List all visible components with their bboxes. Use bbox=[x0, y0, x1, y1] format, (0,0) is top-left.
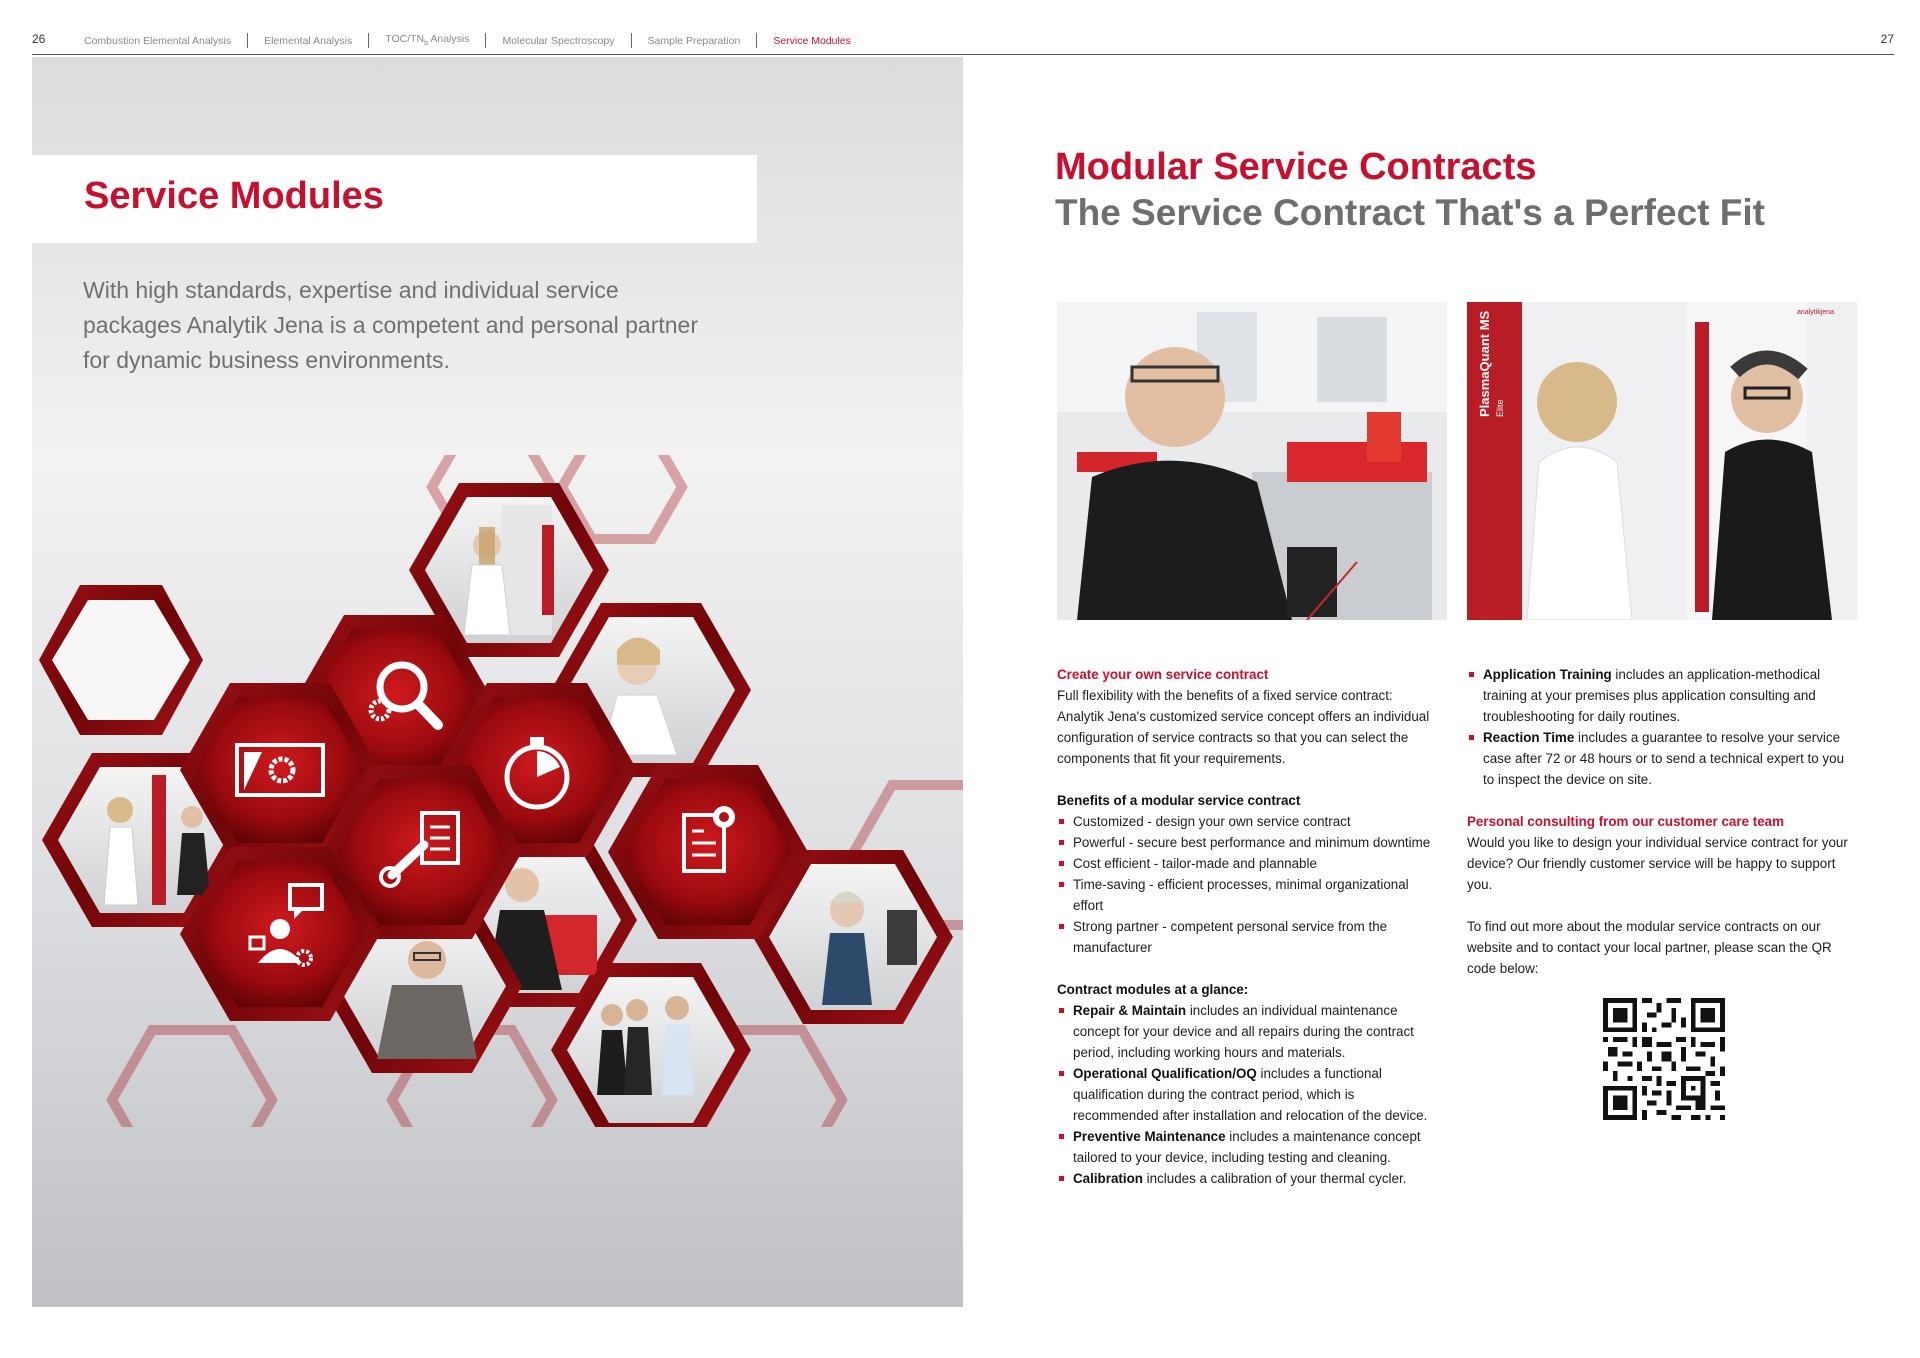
nav-sample-preparation[interactable]: Sample Preparation bbox=[647, 34, 741, 47]
benefit-item: Customized - design your own service contract bbox=[1057, 811, 1442, 832]
hexagon-collage bbox=[32, 455, 963, 1127]
photo-instrument-consultation bbox=[1467, 302, 1857, 620]
heading-personal-consulting: Personal consulting from our customer care team bbox=[1467, 814, 1784, 829]
benefit-item: Powerful - secure best performance and minimum downtime bbox=[1057, 832, 1442, 853]
top-navigation-bar bbox=[32, 30, 1894, 55]
benefit-item: Cost efficient - tailor-made and plannable bbox=[1057, 853, 1442, 874]
benefits-list bbox=[1057, 811, 1442, 958]
benefit-item: Time-saving - efficient processes, minimal organizational effort bbox=[1057, 874, 1442, 916]
page-number-right: 27 bbox=[1880, 32, 1894, 46]
paragraph-scan-qr: To find out more about the modular service contracts on our website and to contact your local partner, please scan the QR code below: bbox=[1467, 919, 1832, 976]
contract-modules-list bbox=[1057, 1000, 1442, 1189]
right-text-column-2 bbox=[1467, 664, 1852, 979]
module-item: Application Training includes an application-methodical training at your premises plus application consulting and troubleshooting for daily routines. bbox=[1467, 664, 1852, 727]
nav-molecular-spectroscopy[interactable]: Molecular Spectroscopy bbox=[502, 34, 615, 47]
nav-elemental-analysis[interactable]: Elemental Analysis bbox=[264, 34, 353, 47]
right-page-title: Modular Service Contracts bbox=[1055, 146, 1537, 188]
paragraph-customer-service: Would you like to design your individual service contract for your device? Our friendly customer service will be happy to support you. bbox=[1467, 835, 1848, 892]
heading-contract-modules: Contract modules at a glance: bbox=[1057, 982, 1249, 997]
photo-technician-multimeter bbox=[1057, 302, 1447, 620]
photo-instrument-label: PlasmaQuant MS bbox=[1477, 310, 1492, 417]
photo-instrument-sublabel: Elite bbox=[1495, 399, 1505, 417]
module-item: Reaction Time includes a guarantee to resolve your service case after 72 or 48 hours or to send a technical expert to you to inspect the device on site. bbox=[1467, 727, 1852, 790]
left-page-title: Service Modules bbox=[84, 175, 384, 217]
module-item: Operational Qualification/OQ includes a functional qualification during the contract period, which is recommended after installation and relocation of the device. bbox=[1057, 1063, 1442, 1126]
contract-modules-list-continued bbox=[1467, 664, 1852, 790]
nav-toc-tn-analysis[interactable]: TOC/$TN_b$ Analysis bbox=[385, 33, 470, 48]
page-number-left: 26 bbox=[32, 32, 46, 46]
heading-create-contract: Create your own service contract bbox=[1057, 667, 1269, 682]
left-intro-text: With high standards, expertise and individual service packages Analytik Jena is a competent and personal partner for dynamic business environments. bbox=[83, 277, 698, 373]
left-title-box bbox=[32, 155, 757, 243]
section-nav bbox=[84, 33, 867, 48]
module-item: Repair & Maintain includes an individual maintenance concept for your device and all repairs during the contract period, including working hours and materials. bbox=[1057, 1000, 1442, 1063]
qr-code[interactable] bbox=[1603, 998, 1725, 1120]
empty-hex bbox=[39, 585, 203, 735]
module-item: Calibration includes a calibration of your thermal cycler. bbox=[1057, 1168, 1442, 1189]
nav-service-modules[interactable]: Service Modules bbox=[773, 34, 851, 47]
right-page-subtitle: The Service Contract That's a Perfect Fit bbox=[1055, 192, 1765, 233]
heading-benefits: Benefits of a modular service contract bbox=[1057, 793, 1301, 808]
right-text-column-1 bbox=[1057, 664, 1442, 1189]
module-item: Preventive Maintenance includes a maintenance concept tailored to your device, including testing and cleaning. bbox=[1057, 1126, 1442, 1168]
nav-combustion-elemental-analysis[interactable]: Combustion Elemental Analysis bbox=[84, 34, 232, 47]
benefit-item: Strong partner - competent personal service from the manufacturer bbox=[1057, 916, 1442, 958]
paragraph-flexibility: Full flexibility with the benefits of a fixed service contract: Analytik Jena's customized service concept offers an individual configuration of service contracts so that you can select the components that fit your requirements. bbox=[1057, 688, 1430, 766]
photo-brand-label: analytikjena bbox=[1797, 309, 1834, 316]
